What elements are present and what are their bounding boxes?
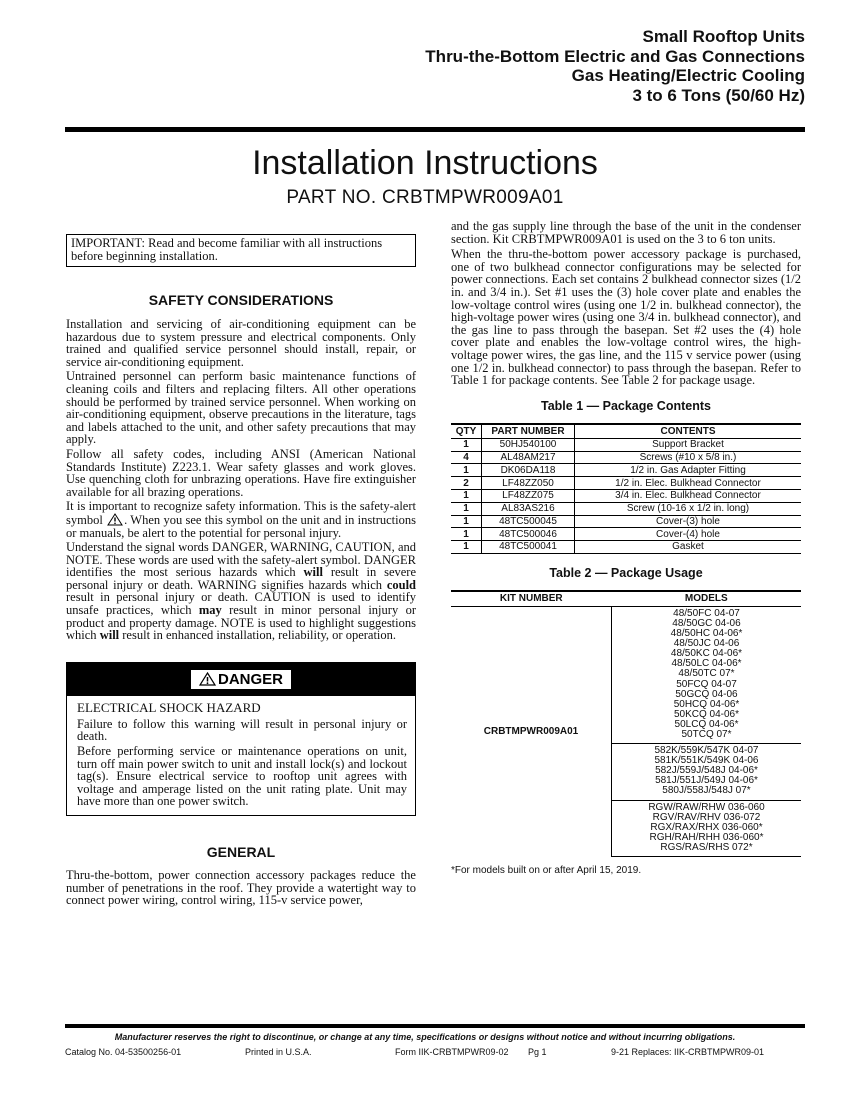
- p5-bold-3: may: [198, 603, 222, 618]
- table-row: [451, 477, 801, 490]
- model-entry: 48/50HC 04-06*: [670, 628, 743, 640]
- form-number: Form IIK-CRBTMPWR09-02: [395, 1047, 509, 1057]
- catalog-number: Catalog No. 04-53500256-01: [65, 1047, 182, 1057]
- contents-cell: Cover-(3) hole: [575, 515, 802, 528]
- part-number-cell: AL48AM217: [482, 451, 575, 464]
- part-number-cell: 50HJ540100: [482, 438, 575, 451]
- table1-header-qty: QTY: [451, 424, 482, 439]
- model-entry: RGW/RAW/RHW 036-060: [648, 801, 765, 813]
- model-entry: RGS/RAS/RHS 072*: [660, 841, 753, 853]
- model-entry: RGX/RAX/RHX 036-060*: [650, 821, 763, 833]
- part-number-cell: LF48ZZ050: [482, 477, 575, 490]
- qty-cell: 1: [451, 515, 482, 528]
- table-row: [451, 606, 801, 743]
- danger-paragraph-1: Failure to follow this warning will result in personal injury or death.: [77, 716, 407, 744]
- danger-label: DANGER: [217, 670, 283, 688]
- table-row: [451, 489, 801, 502]
- table2-header-models: MODELS: [612, 591, 802, 607]
- p5-text-1: Understand the signal words DANGER, WARNING, CAUTION, and NOTE. These words are used with the safety-alert symbol. DANGER identifies the most serious hazards which: [66, 540, 416, 580]
- table-row: [451, 451, 801, 464]
- model-entry: 50LCQ 04-06*: [674, 718, 739, 730]
- model-entry: 581K/551K/549K 04-06: [654, 755, 759, 767]
- safety-heading: SAFETY CONSIDERATIONS: [148, 292, 334, 308]
- model-entry: 48/50GC 04-06: [672, 617, 741, 629]
- safety-paragraph-3: Follow all safety codes, including ANSI (American National Standards Institute) Z223.1. Wear safety glasses and work gloves. Use quenching cloth for unbrazing operations. Have fire extinguisher available for all brazing operations.: [66, 446, 416, 499]
- printed-in: Printed in U.S.A.: [245, 1047, 312, 1057]
- qty-cell: 4: [451, 451, 482, 464]
- table2-header-row: [451, 591, 801, 607]
- p5-bold-1: will: [303, 565, 323, 580]
- table-row: [451, 528, 801, 541]
- model-entry: 582K/559K/547K 04-07: [654, 745, 759, 757]
- safety-paragraph-4: [66, 500, 416, 539]
- p5-text-5: result in enhanced installation, reliability, or operation.: [119, 628, 397, 643]
- model-entry: 50GCQ 04-06: [675, 688, 738, 700]
- table-row: [451, 438, 801, 451]
- p5-text-4: result in minor personal injury or product and property damage. NOTE is used to highlight suggestions which: [66, 603, 416, 643]
- model-entry: 50KCQ 04-06*: [673, 708, 740, 720]
- warning-triangle-icon: [199, 672, 216, 686]
- package-usage-table: [451, 590, 801, 857]
- qty-cell: 1: [451, 464, 482, 477]
- qty-cell: 2: [451, 477, 482, 490]
- model-entry: 48/50JC 04-06: [673, 638, 740, 650]
- document-header: [425, 27, 805, 105]
- model-entry: 580J/558J/548J 07*: [662, 785, 751, 797]
- replaces-info: 9-21 Replaces: IIK-CRBTMPWR09-01: [611, 1047, 765, 1057]
- model-entry: RGV/RAV/RHV 036-072: [652, 811, 761, 823]
- page-title: Installation Instructions: [252, 144, 598, 182]
- safety-paragraph-5: [66, 541, 416, 642]
- model-entry: 582J/559J/548J 04-06*: [655, 765, 758, 777]
- safety-paragraph-4b: . When you see this symbol on the unit and in instructions or manuals, be alert to the potential for personal injury.: [66, 512, 416, 540]
- p5-text-2: result in severe personal injury or death. WARNING signifies hazards which: [66, 565, 416, 592]
- models-group-2: [612, 744, 802, 800]
- page-number: Pg 1: [528, 1047, 547, 1057]
- part-number-cell: 48TC500041: [482, 541, 575, 554]
- table-row: [451, 502, 801, 515]
- contents-cell: 3/4 in. Elec. Bulkhead Connector: [575, 489, 802, 502]
- p5-text-3: result in personal injury or death. CAUTION is used to identify unsafe practices, which: [66, 590, 416, 618]
- header-line-4: 3 to 6 Tons (50/60 Hz): [632, 85, 805, 105]
- footer-notice: Manufacturer reserves the right to discontinue, or change at any time, specifications or designs without notice and without incurring obligations.: [114, 1032, 736, 1042]
- important-notice: IMPORTANT: Read and become familiar with all instructions before beginning installation.: [66, 234, 416, 267]
- contents-cell: Screws (#10 x 5/8 in.): [575, 451, 802, 464]
- contents-cell: 1/2 in. Elec. Bulkhead Connector: [575, 477, 802, 490]
- models-group-3: [612, 800, 802, 856]
- table2-header-kit: KIT NUMBER: [451, 591, 612, 607]
- table-row: [451, 515, 801, 528]
- contents-cell: 1/2 in. Gas Adapter Fitting: [575, 464, 802, 477]
- model-entry: 50HCQ 04-06*: [673, 698, 740, 710]
- model-entry: 48/50KC 04-06*: [670, 648, 743, 660]
- table2-footnote: *For models built on or after April 15, 2019.: [451, 865, 642, 877]
- part-number: PART NO. CRBTMPWR009A01: [286, 187, 564, 208]
- kit-number-cell: CRBTMPWR009A01: [451, 606, 612, 856]
- qty-cell: 1: [451, 502, 482, 515]
- package-contents-table: [451, 423, 801, 554]
- safety-paragraph-2: Untrained personnel can perform basic maintenance functions of cleaning coils and filters and replacing filters. All other operations should be performed by trained service personnel. When working on air-conditioning equipment, observe precautions in the literature, tags and labels attached to the unit, and other safety precautions that may apply.: [66, 369, 416, 447]
- general-paragraph-1: Thru-the-bottom, power connection accessory packages reduce the number of penetrations in the roof. They provide a watertight way to connect power wiring, control wiring, 115-v service power,: [66, 868, 416, 908]
- general-heading: GENERAL: [206, 844, 276, 860]
- model-entry: RGH/RAH/RHH 036-060*: [649, 831, 764, 843]
- safety-alert-icon: [107, 513, 123, 526]
- qty-cell: 1: [451, 528, 482, 541]
- header-line-1: Small Rooftop Units: [642, 27, 805, 46]
- model-entry: 48/50TC 07*: [678, 668, 735, 680]
- model-entry: 581J/551J/549J 04-06*: [655, 775, 758, 787]
- qty-cell: 1: [451, 541, 482, 554]
- safety-paragraph-1: Installation and servicing of air-conditioning equipment can be hazardous due to system pressure and electrical components. Only trained and qualified service personnel should install, repair, or service air-conditioning equipment.: [66, 317, 416, 369]
- table-row: [451, 464, 801, 477]
- part-number-cell: DK06DA118: [482, 464, 575, 477]
- safety-paragraph-4a: It is important to recognize safety information. This is the safety-alert symbol: [66, 499, 416, 527]
- qty-cell: 1: [451, 438, 482, 451]
- table-row: [451, 541, 801, 554]
- model-entry: 50FCQ 04-07: [676, 678, 737, 690]
- p5-bold-2: could: [386, 577, 416, 592]
- right-column: [451, 220, 801, 876]
- contents-cell: Support Bracket: [575, 438, 802, 451]
- danger-body: [67, 696, 415, 815]
- model-entry: 48/50LC 04-06*: [671, 658, 742, 670]
- table1-header-part-number: PART NUMBER: [482, 424, 575, 439]
- table1-header-contents: CONTENTS: [575, 424, 802, 439]
- header-line-3: Gas Heating/Electric Cooling: [571, 66, 805, 85]
- table2-title: Table 2 — Package Usage: [549, 565, 703, 580]
- header-rule: [65, 127, 805, 132]
- table1-title: Table 1 — Package Contents: [541, 398, 711, 413]
- qty-cell: 1: [451, 489, 482, 502]
- danger-label-box: [191, 670, 291, 689]
- danger-header: [67, 663, 415, 696]
- contents-cell: Screw (10-16 x 1/2 in. long): [575, 502, 802, 515]
- danger-box: [66, 662, 416, 816]
- p5-bold-4: will: [99, 628, 120, 643]
- general-paragraph-2: When the thru-the-bottom power accessory package is purchased, one of two bulkhead connector configurations may be selected for power connections. Each set contains 2 bulkhead connector sizes (1/2 in. and 3/4 in.). Set #1 uses the (3) hole cover plate and enables the low-voltage control wires (using one 1/2 in. bulkhead connector), the high-voltage power wires (using one 3/4 in. bulkhead connector), and the gas line to pass through the basepan. Set #2 uses the (4) hole cover plate and enables the low-voltage control wires, the high-voltage power wires, the gas line, and the 115 v service power (using one 1/2 in. bulkhead connector) to pass through the basepan. Refer to Table 1 for package contents. See Table 2 for package usage.: [451, 247, 801, 388]
- general-paragraph-1-continued: and the gas supply line through the base of the unit in the condenser section. Kit CRBTMPWR009A01 is used on the 3 to 6 ton units.: [451, 219, 801, 246]
- table1-header-row: [451, 424, 801, 439]
- danger-paragraph-2: Before performing service or maintenance operations on unit, turn off main power switch to unit and install lock(s) and lockout tag(s). Ensure electrical service to rooftop unit agrees with voltage and amperage listed on the unit rating plate. Unit may have more than one power switch.: [77, 744, 407, 809]
- models-group-1: [612, 606, 802, 743]
- model-entry: 48/50FC 04-07: [673, 607, 740, 619]
- model-entry: 50TCQ 07*: [681, 729, 732, 741]
- part-number-cell: 48TC500045: [482, 515, 575, 528]
- header-line-2: Thru-the-Bottom Electric and Gas Connections: [425, 46, 805, 66]
- part-number-cell: 48TC500046: [482, 528, 575, 541]
- part-number-cell: AL83AS216: [482, 502, 575, 515]
- part-number-cell: LF48ZZ075: [482, 489, 575, 502]
- left-column: [66, 234, 416, 909]
- contents-cell: Gasket: [575, 541, 802, 554]
- contents-cell: Cover-(4) hole: [575, 528, 802, 541]
- footer-rule: [65, 1024, 805, 1028]
- danger-heading: ELECTRICAL SHOCK HAZARD: [77, 699, 261, 715]
